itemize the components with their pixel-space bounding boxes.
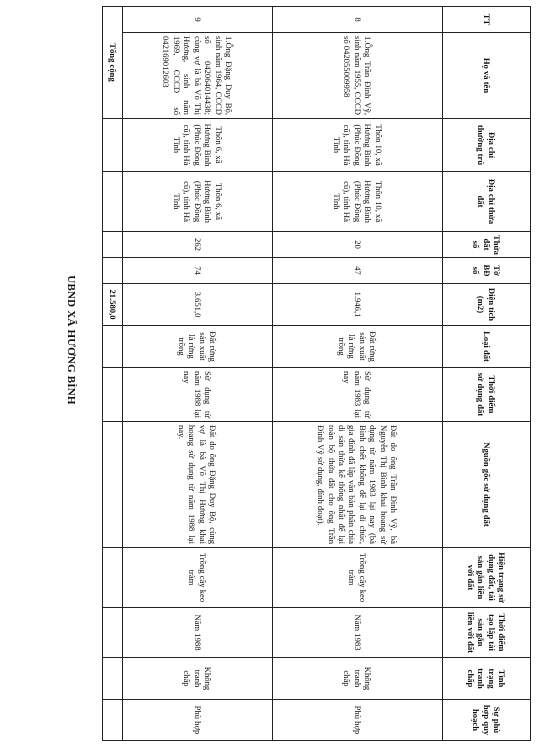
row-name: 1.Ông Đặng Duy Bộ, sinh năm 1964, CCCD số 042064014438; cùng vợ là bà Võ Thị Hương, sinh năm 1969, CCCD số 042169012603: [123, 33, 273, 119]
header-parcel: Thửa đất số: [443, 232, 531, 258]
header-area: Diện tích (m2): [443, 284, 531, 326]
row-land-type: Đất rừng sản xuất là rừng trồng: [123, 326, 273, 368]
header-origin: Nguồn gốc sử dụng đất: [443, 422, 531, 548]
header-asset-time: Thời điểm tạo lập tài sản gắn liền với đất: [443, 608, 531, 658]
empty-cell: [103, 658, 123, 700]
row-name: 1.Ông Trần Đình Vỹ, sinh năm 1955, CCCD số 042055009958: [273, 33, 443, 119]
row-current-state: Trồng cây keo tràm: [123, 548, 273, 608]
row-area: 3.651,0: [123, 284, 273, 326]
header-map-sheet: Tờ BĐ số: [443, 258, 531, 284]
header-usage-time: Thời điểm sử dụng đất: [443, 368, 531, 422]
empty-cell: [103, 258, 123, 284]
table-row: [123, 7, 273, 741]
row-parcel: 20: [273, 232, 443, 258]
header-row: [443, 7, 531, 741]
header-land-address: Địa chỉ thửa đất: [443, 172, 531, 232]
row-land-address: Thôn 10, xã Hương Bình (Phúc Đồng cũ), tỉnh Hà Tĩnh: [273, 172, 443, 232]
row-usage-time: Sử dụng từ năm 1983 lại nay: [273, 368, 443, 422]
total-row: [103, 7, 123, 741]
empty-cell: [103, 422, 123, 548]
header-address: Địa chỉ thường trú: [443, 119, 531, 172]
row-origin: Đất do ông Trần Đình Vỹ, bà Nguyễn Thị Bình khai hoang sử dụng từ năm 1983 lại nay (bà Bình chết không để lại di chúc, gia đình đã lập văn bản phân chia di sản thừa kế thống nhất để lại toàn bộ thửa đất cho ông Trần Đình Vỹ sử dụng, đính đoạt).: [273, 422, 443, 548]
row-parcel: 262: [123, 232, 273, 258]
row-asset-time: Năm 1988: [123, 608, 273, 658]
empty-cell: [103, 700, 123, 741]
header-dispute: Tình trạng tranh chấp: [443, 658, 531, 700]
total-label: Tổng cộng: [103, 7, 123, 119]
empty-cell: [103, 548, 123, 608]
empty-cell: [103, 608, 123, 658]
empty-cell: [103, 232, 123, 258]
row-tt: 9: [123, 7, 273, 33]
row-address: Thôn 6, xã Hương Bình (Phúc Đồng cũ), tỉnh Hà Tĩnh: [123, 119, 273, 172]
row-origin: Đất do ông Đặng Duy Bộ, cùng vợ là bà Võ Thị Hương khai hoang sử dụng từ năm 1988 lại nay.: [123, 422, 273, 548]
row-planning: Phù hợp: [123, 700, 273, 741]
signature-heading: UBND XÃ HƯƠNG BÌNH: [65, 275, 77, 405]
row-usage-time: Sử dụng từ năm 1988 lại nay: [123, 368, 273, 422]
row-asset-time: Năm 1983: [273, 608, 443, 658]
row-dispute: Không tranh chấp: [273, 658, 443, 700]
row-tt: 8: [273, 7, 443, 33]
empty-cell: [103, 172, 123, 232]
header-tt: TT: [443, 7, 531, 33]
row-map-sheet: 47: [273, 258, 443, 284]
land-parcel-table: [102, 6, 531, 741]
total-area: 21.580,0: [103, 284, 123, 326]
row-address: Thôn 10, xã Hương Bình (Phúc Đồng cũ), tỉnh Hà Tĩnh: [273, 119, 443, 172]
header-land-type: Loại đất: [443, 326, 531, 368]
row-area: 1.946,1: [273, 284, 443, 326]
table-row: [273, 7, 443, 741]
row-current-state: Trồng cây keo tràm: [273, 548, 443, 608]
empty-cell: [103, 368, 123, 422]
row-land-address: Thôn 6, xã Hương Bình (Phúc Đồng cũ), tỉnh Hà Tĩnh: [123, 172, 273, 232]
empty-cell: [103, 326, 123, 368]
header-name: Họ và tên: [443, 33, 531, 119]
row-dispute: Không tranh chấp: [123, 658, 273, 700]
row-map-sheet: 74: [123, 258, 273, 284]
row-planning: Phù hợp: [273, 700, 443, 741]
empty-cell: [103, 119, 123, 172]
row-land-type: Đất rừng sản xuất là rừng trồng: [273, 326, 443, 368]
header-planning: Sự phù hợp quy hoạch: [443, 700, 531, 741]
header-current-state: Hiện trạng sử dụng đất, tài sản gắn liền với đất: [443, 548, 531, 608]
